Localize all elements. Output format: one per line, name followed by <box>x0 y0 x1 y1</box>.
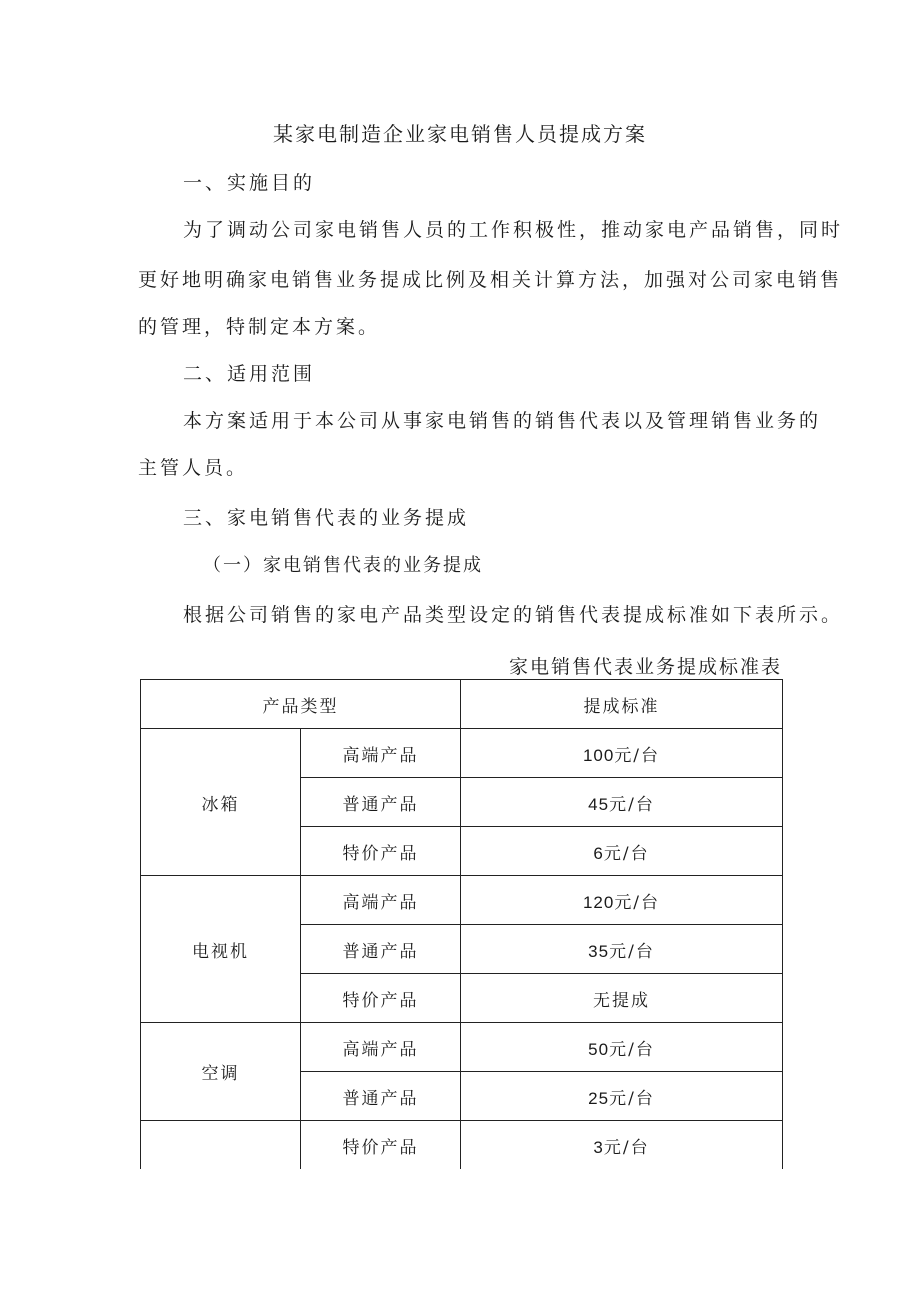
commission-value-cell: 120元/台 <box>461 876 783 925</box>
commission-value-cell: 无提成 <box>461 974 783 1023</box>
commission-value-cell: 3元/台 <box>461 1121 783 1170</box>
product-category-cell <box>141 1121 301 1170</box>
commission-standard-table <box>140 679 783 1169</box>
section-1-line-1: 为了调动公司家电销售人员的工作积极性，推动家电产品销售，同时 <box>183 219 844 241</box>
commission-value-cell: 6元/台 <box>461 827 783 876</box>
product-category-cell: 冰箱 <box>141 729 301 876</box>
section-3-heading: 三、家电销售代表的业务提成 <box>183 507 470 529</box>
product-category-cell: 空调 <box>141 1023 301 1121</box>
section-3-intro: 根据公司销售的家电产品类型设定的销售代表提成标准如下表所示。 <box>183 604 844 626</box>
product-level-cell: 特价产品 <box>301 1121 461 1170</box>
section-1-line-2: 更好地明确家电销售业务提成比例及相关计算方法，加强对公司家电销售 <box>138 269 843 291</box>
product-category-cell: 电视机 <box>141 876 301 1023</box>
section-2-line-1: 本方案适用于本公司从事家电销售的销售代表以及管理销售业务的 <box>183 410 822 432</box>
header-commission-standard: 提成标准 <box>461 680 783 729</box>
product-level-cell: 高端产品 <box>301 876 461 925</box>
commission-value-cell: 45元/台 <box>461 778 783 827</box>
product-level-cell: 普通产品 <box>301 925 461 974</box>
section-1-line-3: 的管理，特制定本方案。 <box>138 316 381 338</box>
commission-value-cell: 100元/台 <box>461 729 783 778</box>
commission-value-cell: 25元/台 <box>461 1072 783 1121</box>
table-row <box>141 876 783 925</box>
section-2-heading: 二、适用范围 <box>183 363 316 385</box>
table-row <box>141 1023 783 1072</box>
header-product-type: 产品类型 <box>141 680 461 729</box>
section-2-line-2: 主管人员。 <box>138 457 249 479</box>
table-caption: 家电销售代表业务提成标准表 <box>508 656 782 678</box>
product-level-cell: 高端产品 <box>301 729 461 778</box>
document-title: 某家电制造企业家电销售人员提成方案 <box>273 122 647 146</box>
table-row <box>141 729 783 778</box>
commission-table-body <box>141 680 783 1170</box>
table-row <box>141 1121 783 1170</box>
product-level-cell: 高端产品 <box>301 1023 461 1072</box>
table-header-row <box>141 680 783 729</box>
section-3-sub-heading: （一）家电销售代表的业务提成 <box>203 555 483 576</box>
commission-value-cell: 50元/台 <box>461 1023 783 1072</box>
product-level-cell: 特价产品 <box>301 827 461 876</box>
commission-value-cell: 35元/台 <box>461 925 783 974</box>
product-level-cell: 普通产品 <box>301 1072 461 1121</box>
section-1-heading: 一、实施目的 <box>183 172 316 194</box>
product-level-cell: 特价产品 <box>301 974 461 1023</box>
product-level-cell: 普通产品 <box>301 778 461 827</box>
